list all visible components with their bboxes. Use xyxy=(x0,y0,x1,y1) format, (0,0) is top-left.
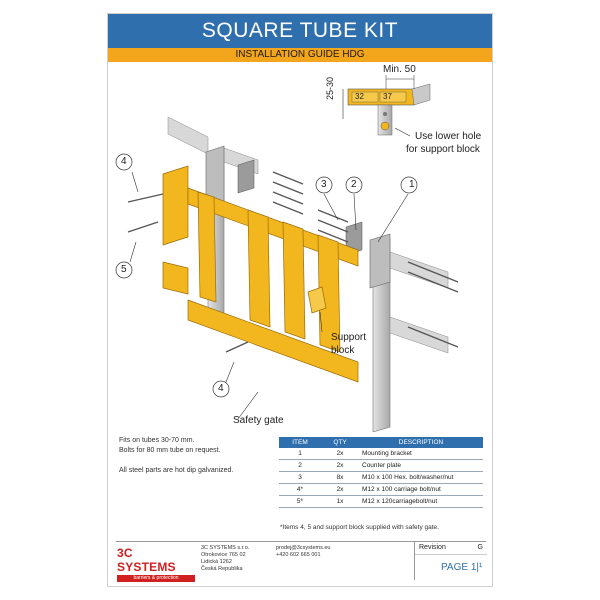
cell-item: 4* xyxy=(279,484,321,496)
table-row xyxy=(279,496,483,508)
revision-divider xyxy=(415,554,487,555)
address-line: 3C SYSTEMS s.r.o. xyxy=(201,545,250,551)
document-subtitle: INSTALLATION GUIDE HDG xyxy=(108,48,492,62)
dimension-detail xyxy=(343,75,430,136)
revision-value: G xyxy=(477,544,483,551)
cell-description: M12 x 100 carriage bolt/nut xyxy=(359,484,483,496)
callout-4-bottom: 4 xyxy=(218,383,224,394)
document-title: SQUARE TUBE KIT xyxy=(108,14,492,48)
safety-gate xyxy=(163,166,358,382)
cell-qty: 1x xyxy=(321,496,359,508)
cell-description: Counter plate xyxy=(359,460,483,472)
cell-description: M10 x 100 Hex. bolt/washer/nut xyxy=(359,472,483,484)
callout-2: 2 xyxy=(351,179,357,190)
cell-item: 2 xyxy=(279,460,321,472)
callout-3: 3 xyxy=(321,179,327,190)
table-footnote: *Items 4, 5 and support block supplied with safety gate. xyxy=(280,524,439,531)
note-galvanized: All steel parts are hot dip galvanized. xyxy=(119,467,234,474)
cell-item: 3 xyxy=(279,472,321,484)
logo-tagline: barriers & protection xyxy=(117,575,195,582)
company-address xyxy=(201,545,249,573)
col-description: DESCRIPTION xyxy=(359,437,483,448)
company-logo xyxy=(117,546,195,582)
cell-qty: 2x xyxy=(321,484,359,496)
note-tube-fit: Fits on tubes 30-70 mm. xyxy=(119,437,195,444)
cell-qty: 8x xyxy=(321,472,359,484)
parts-table xyxy=(279,437,483,508)
callout-1: 1 xyxy=(409,179,415,190)
cell-description: Mounting bracket xyxy=(359,448,483,460)
cell-description: M12 x 120carriagebolt/nut xyxy=(359,496,483,508)
table-header-row xyxy=(279,437,483,448)
company-contact xyxy=(276,545,331,559)
col-qty: QTY xyxy=(321,437,359,448)
page-number: PAGE 1|¹ xyxy=(441,562,483,573)
email-link[interactable]: prodej@3csystems.eu xyxy=(276,545,331,551)
callout-5: 5 xyxy=(121,264,127,275)
table-row xyxy=(279,460,483,472)
revision-box xyxy=(414,542,487,580)
safety-gate-label: Safety gate xyxy=(233,415,284,426)
cell-qty: 2x xyxy=(321,448,359,460)
address-line: Česká Republika xyxy=(201,566,243,572)
dim-37-label: 37 xyxy=(383,92,392,101)
cell-item: 1 xyxy=(279,448,321,460)
address-line: Otrokovice 765 02 xyxy=(201,552,246,558)
table-row xyxy=(279,448,483,460)
dim-32-label: 32 xyxy=(355,92,364,101)
hole-note-line2: for support block xyxy=(406,144,480,155)
revision-label: Revision xyxy=(419,544,446,551)
dim-min-label: Min. 50 xyxy=(383,64,416,75)
table-row xyxy=(279,484,483,496)
table-row xyxy=(279,472,483,484)
note-bolts: Bolts for 80 mm tube on request. xyxy=(119,447,221,454)
support-block-label-line2: block xyxy=(331,345,355,356)
address-line: Lidická 1262 xyxy=(201,559,232,565)
dim-range-label: 25-30 xyxy=(325,76,335,100)
installation-drawing xyxy=(108,62,492,432)
callout-4-top: 4 xyxy=(121,156,127,167)
hole-note-line1: Use lower hole xyxy=(415,131,482,142)
support-block-label-line1: Support xyxy=(331,332,367,343)
cell-qty: 2x xyxy=(321,460,359,472)
col-item: ITEM xyxy=(279,437,321,448)
cell-item: 5* xyxy=(279,496,321,508)
logo-text: 3C SYSTEMS xyxy=(117,546,176,574)
phone-number: +420 602 665 001 xyxy=(276,552,321,558)
